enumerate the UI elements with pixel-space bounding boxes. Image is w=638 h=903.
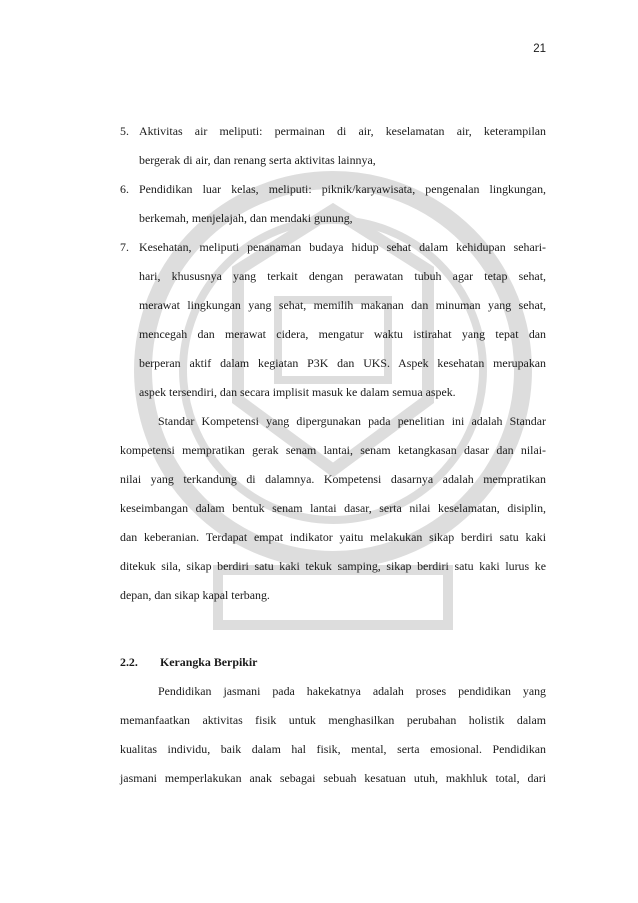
list-number: 5. bbox=[120, 124, 129, 138]
paragraph-1-line-3: nilai yang terkandung di dalamnya. Kompetensi dasarnya adalah mempratikan bbox=[120, 472, 546, 486]
list-number: 6. bbox=[120, 182, 129, 196]
list-item-6-line-2: berkemah, menjelajah, dan mendaki gunung, bbox=[139, 211, 353, 225]
library-seal-watermark bbox=[128, 150, 538, 650]
paragraph-2-line-2: memanfaatkan aktivitas fisik untuk menghasilkan perubahan holistik dalam bbox=[120, 713, 546, 727]
paragraph-2-line-3: kualitas individu, baik dalam hal fisik, mental, serta emosional. Pendidikan bbox=[120, 742, 546, 756]
list-number: 7. bbox=[120, 240, 129, 254]
list-item-7-line-5: berperan aktif dalam kegiatan P3K dan UKS. Aspek kesehatan merupakan bbox=[139, 356, 546, 370]
paragraph-1-line-4: keseimbangan dalam bentuk senam lantai dasar, serta nilai keselamatan, disiplin, bbox=[120, 501, 546, 515]
paragraph-1-line-2: kompetensi mempratikan gerak senam lantai, senam ketangkasan dasar dan nilai- bbox=[120, 443, 546, 457]
section-number: 2.2. bbox=[120, 655, 138, 669]
paragraph-1-line-1: Standar Kompetensi yang dipergunakan pada penelitian ini adalah Standar bbox=[158, 414, 546, 428]
list-item-7-line-2: hari, khususnya yang terkait dengan perawatan tubuh agar tetap sehat, bbox=[139, 269, 546, 283]
paragraph-2-line-1: Pendidikan jasmani pada hakekatnya adalah proses pendidikan yang bbox=[158, 684, 546, 698]
list-item-7-line-6: aspek tersendiri, dan secara implisit masuk ke dalam semua aspek. bbox=[139, 385, 456, 399]
list-item-5-line-2: bergerak di air, dan renang serta aktivitas lainnya, bbox=[139, 153, 376, 167]
list-item-6-line-1: Pendidikan luar kelas, meliputi: piknik/karyawisata, pengenalan lingkungan, bbox=[139, 182, 546, 196]
list-item-7-line-1: Kesehatan, meliputi penanaman budaya hidup sehat dalam kehidupan sehari- bbox=[139, 240, 546, 254]
paragraph-1-line-5: dan keberanian. Terdapat empat indikator yaitu melakukan sikap berdiri satu kaki bbox=[120, 530, 546, 544]
paragraph-1-line-7: depan, dan sikap kapal terbang. bbox=[120, 588, 270, 602]
paragraph-2-line-4: jasmani memperlakukan anak sebagai sebuah kesatuan utuh, makhluk total, dari bbox=[120, 771, 546, 785]
page-number: 21 bbox=[533, 43, 546, 55]
list-item-7-line-4: mencegah dan merawat cidera, mengatur waktu istirahat yang tepat dan bbox=[139, 327, 546, 341]
list-item-7-line-3: merawat lingkungan yang sehat, memilih makanan dan minuman yang sehat, bbox=[139, 298, 546, 312]
section-title: Kerangka Berpikir bbox=[160, 655, 258, 669]
paragraph-1-line-6: ditekuk sila, sikap berdiri satu kaki tekuk samping, sikap berdiri satu kaki lurus ke bbox=[120, 559, 546, 573]
list-item-5-line-1: Aktivitas air meliputi: permainan di air, keselamatan air, keterampilan bbox=[139, 124, 546, 138]
